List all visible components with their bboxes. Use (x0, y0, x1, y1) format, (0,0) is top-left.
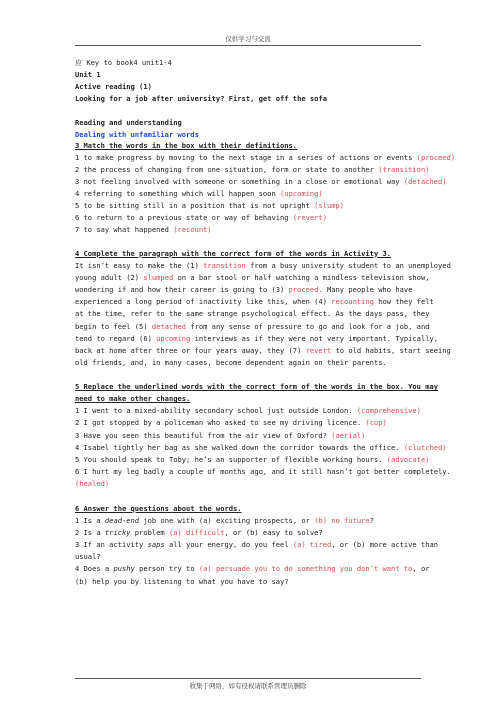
active-reading-heading: Active reading (1) (75, 81, 152, 91)
section3-title: 3 Match the words in the box with their definitions. (75, 141, 298, 151)
definition-item (75, 152, 456, 164)
answer-text: revert (305, 346, 332, 356)
section5-list (75, 405, 451, 490)
replace-item (75, 430, 424, 442)
line-text: 1 I went to a mixed-ability secondary school just outside London. (75, 406, 357, 416)
answer-text: (a) difficult (168, 527, 225, 537)
definition-item (75, 212, 424, 224)
section6-title: 6 Answer the questions about the words. (75, 503, 242, 513)
section4-title: 4 Complete the paragraph with the correct form of the words in Activity 3. (75, 248, 392, 258)
answer-text: (healed) (75, 479, 110, 489)
question-item (75, 563, 430, 575)
line-text: , or (b) more active than (331, 539, 439, 549)
answer-text: transition (203, 260, 246, 270)
keyword-text: saps (147, 539, 165, 549)
section3-list (75, 152, 456, 235)
replace-item (75, 442, 447, 454)
line-text: 2 I got stopped by a policeman who asked to see my driving licence. (75, 418, 366, 428)
definition-text: 1 to make progress by moving to the next stage in a series of actions or events (75, 153, 417, 163)
answer-text: (proceed) (416, 153, 456, 163)
line-text: experienced a long period of inactivity like this, when (4) (75, 297, 332, 307)
answer-text: (clutched) (403, 442, 447, 452)
question-item (75, 539, 439, 551)
line-text: to old habits, start seeing (331, 346, 451, 356)
answer-text: (a) persuade you to do something you don’t want to (198, 564, 413, 574)
answer-text: proceed. (288, 285, 323, 294)
replace-item (75, 417, 424, 429)
line-text: 3 If an activity (75, 539, 148, 549)
line-text: job one with (a) exciting prospects, or (139, 515, 315, 525)
dealing-heading: Dealing with unfamiliar words (75, 129, 199, 139)
section4-paragraph (75, 260, 451, 370)
paragraph-line (75, 260, 451, 272)
line-text: 6 I hurt my leg badly a couple of months ago, and it still hasn’t got better completely. (75, 467, 451, 477)
definition-text: 5 to be sitting still in a position that is not upright (75, 200, 315, 210)
definition-text: 7 to say what happened (75, 224, 174, 234)
answer-text: (comprehensive) (356, 406, 421, 416)
keyword-text: dead-end (104, 515, 140, 525)
replace-item (75, 405, 424, 417)
section6-list (75, 515, 439, 588)
question-item (75, 551, 424, 563)
line-text: interviews as if they were not very important. Typically, (190, 333, 439, 343)
reading-subtitle: Looking for a job after university? First, get off the sofa (75, 93, 327, 103)
answer-text: (aerial) (331, 430, 366, 440)
paragraph-line (75, 333, 439, 345)
answer-text: recounting (331, 297, 374, 307)
paragraph-line (75, 296, 434, 308)
answer-text: detached (151, 321, 187, 331)
answer-text: (advocate) (386, 455, 430, 465)
line-text: , or (412, 564, 430, 574)
unit-heading: Unit 1 (75, 69, 101, 79)
answer-text: (upcoming) (280, 189, 323, 199)
section5-title-line2: need to make other changes. (75, 394, 191, 404)
line-text: old friends, and, in many cases, become dependent again on their parents. (75, 358, 387, 368)
definition-item (75, 224, 424, 236)
line-text: , or (b) easy to solve? (224, 527, 323, 537)
definition-item (75, 200, 424, 212)
section5-title-line1: 5 Replace the underlined words with the correct form of the words in the box. You may (75, 382, 439, 392)
line-text: (b) help you by listening to what you have to say? (75, 576, 289, 586)
definition-text: 2 the process of changing from one situation, form or state to another (75, 165, 379, 175)
replace-item (75, 466, 451, 478)
answer-text: (b) no future (314, 515, 370, 525)
definition-item (75, 176, 447, 188)
line-text: on a bar stool or half watching a mindless television show, (173, 272, 430, 282)
line-text: It isn’t easy to make the (1) (75, 260, 204, 270)
answer-text: (a) tired (292, 539, 332, 549)
line-text: wondering if and how their career is going to (3) (75, 285, 289, 294)
definition-text: 6 to return to a previous state or way of behaving (75, 212, 293, 222)
definition-item (75, 188, 424, 200)
definition-item (75, 164, 430, 176)
line-text: 5 You should speak to Toby; he’s an supporter of flexible working hours. (75, 455, 387, 465)
line-text: from any sense of pressure to go and look for a job, and (186, 321, 430, 331)
header-divider (75, 45, 421, 46)
page-footer: 收集于网络，如有侵权请联系管理员删除 (189, 682, 307, 690)
paragraph-line (75, 345, 451, 357)
line-text: ? (369, 515, 374, 525)
line-text: 4 Isabel tightly her bag as she walked down the corridor towards the office. (75, 442, 404, 452)
line-text: 3 Have you seen this beautiful from the air view of Oxford? (75, 430, 332, 440)
replace-item (75, 478, 424, 490)
definition-text: 4 referring to something which will happen soon (75, 189, 280, 199)
line-text: usual? (75, 552, 101, 562)
paragraph-line (75, 321, 430, 333)
answer-text: slumped (143, 272, 174, 282)
answer-text: (detached) (403, 177, 447, 187)
line-text: how they felt (373, 297, 434, 307)
paragraph-line (75, 357, 424, 369)
line-text: tend to regard (6) (75, 333, 157, 343)
replace-item (75, 454, 430, 466)
paragraph-line (75, 284, 424, 296)
line-text: from a busy university student to an unemployed (245, 260, 451, 270)
footer-divider (75, 678, 421, 679)
paragraph-line (75, 272, 430, 284)
definition-text: 3 not feeling involved with someone or something in a close or emotional way (75, 177, 404, 187)
answer-text: (transition) (378, 165, 430, 175)
line-text: all your energy, do you feel (164, 539, 293, 549)
answer-text: (cop) (365, 418, 387, 428)
question-item (75, 515, 424, 527)
line-text: problem (130, 527, 169, 537)
document-body (75, 57, 456, 588)
answer-text: (slump) (314, 200, 345, 210)
paragraph-line (75, 308, 430, 320)
page-header: 仅供学习与交流 (225, 35, 271, 43)
line-text: young adult (2) (75, 272, 144, 282)
doc-title: 应 Key to book4 unit1-4 (75, 58, 172, 67)
reading-understanding-heading: Reading and understanding (75, 117, 182, 127)
line-text: at the time, refer to the same strange psychological effect. As the days pass, they (75, 309, 430, 319)
answer-text: (recount) (173, 224, 212, 234)
line-text: person try to (134, 564, 199, 574)
keyword-text: tricky (104, 527, 131, 537)
line-text: begin to feel (5) (75, 321, 152, 331)
line-text: back at home after three or four years away, they (7) (75, 346, 306, 356)
line-text: 4 Does a (75, 564, 114, 574)
keyword-text: pushy (113, 564, 135, 574)
line-text: 2 Is a (75, 527, 105, 537)
line-text: 1 Is a (75, 515, 105, 525)
line-text: Many people who have (322, 285, 413, 294)
answer-text: (revert) (292, 212, 327, 222)
question-item (75, 576, 424, 588)
question-item (75, 527, 424, 539)
answer-text: upcoming (156, 333, 191, 343)
